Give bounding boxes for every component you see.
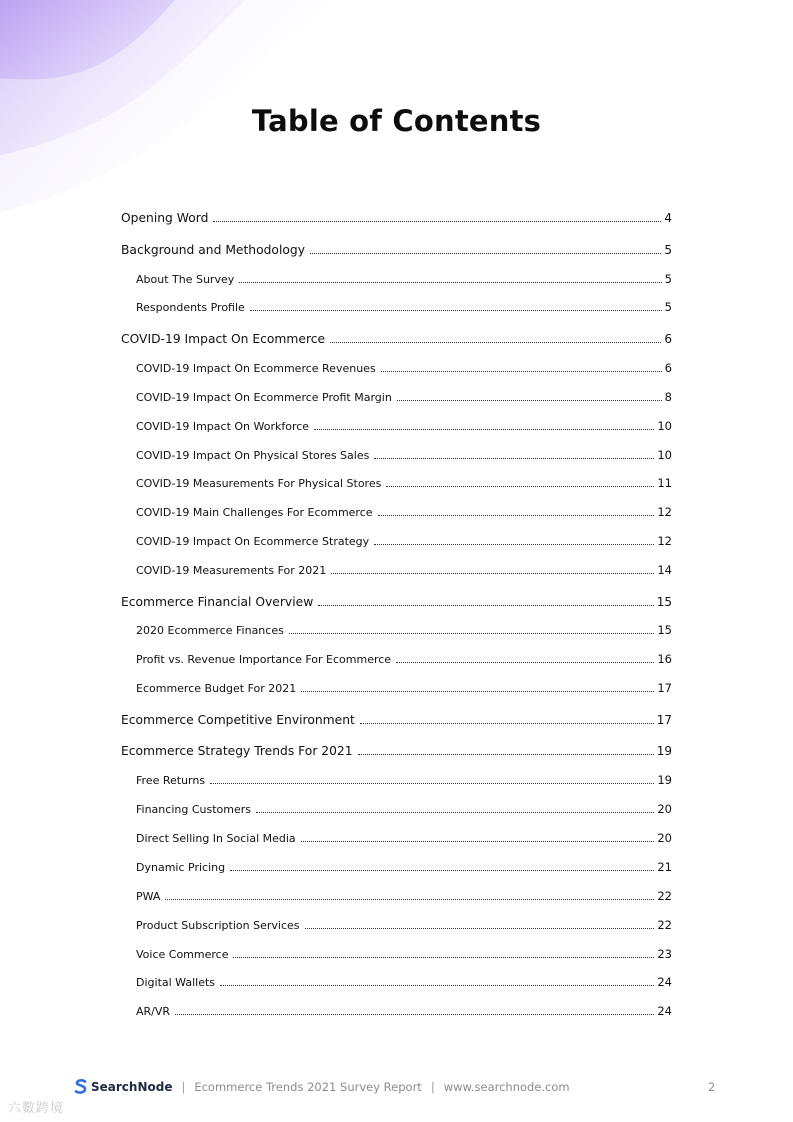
toc-subentry[interactable] — [136, 646, 672, 666]
toc-subentry[interactable] — [136, 499, 672, 519]
dot-leader — [310, 253, 661, 254]
toc-entry-page: 11 — [657, 476, 672, 490]
dot-leader — [358, 754, 654, 755]
toc-subentry[interactable] — [136, 825, 672, 845]
toc-subentry[interactable] — [136, 912, 672, 932]
footer-separator: | — [430, 1080, 435, 1094]
toc-subentry[interactable] — [136, 675, 672, 695]
toc-entry[interactable] — [121, 707, 672, 727]
toc-subentry[interactable] — [136, 470, 672, 490]
dot-leader — [305, 928, 655, 929]
toc-subentry[interactable] — [136, 355, 672, 375]
toc-entry-label: Direct Selling In Social Media — [136, 832, 296, 845]
toc-subentry[interactable] — [136, 998, 672, 1018]
toc-entry[interactable] — [121, 205, 672, 225]
toc-entry-page: 20 — [657, 831, 672, 845]
dot-leader — [386, 486, 654, 487]
searchnode-logo-icon — [74, 1079, 88, 1095]
dot-leader — [175, 1014, 654, 1015]
toc-entry-page: 17 — [656, 713, 672, 727]
toc-entry-page: 19 — [656, 744, 672, 758]
toc-entry-page: 15 — [657, 623, 672, 637]
toc-entry[interactable] — [121, 589, 672, 609]
toc-entry-label: Voice Commerce — [136, 948, 229, 961]
toc-entry-label: Ecommerce Strategy Trends For 2021 — [121, 744, 353, 758]
toc-subentry[interactable] — [136, 767, 672, 787]
toc-subentry[interactable] — [136, 854, 672, 874]
toc-entry-page: 15 — [656, 595, 672, 609]
toc-entry[interactable] — [121, 326, 672, 346]
dot-leader — [239, 282, 661, 283]
toc-entry-page: 6 — [664, 332, 672, 346]
toc-entry-label: COVID-19 Main Challenges For Ecommerce — [136, 506, 373, 519]
report-title: Ecommerce Trends 2021 Survey Report — [194, 1080, 422, 1094]
toc-entry-label: COVID-19 Measurements For Physical Stores — [136, 477, 382, 490]
dot-leader — [318, 605, 653, 606]
toc-entry-label: Product Subscription Services — [136, 919, 300, 932]
page-title: Table of Contents — [251, 104, 542, 138]
toc-entry-page: 20 — [657, 802, 672, 816]
toc-entry-page: 22 — [657, 889, 672, 903]
toc-entry-label: PWA — [136, 890, 161, 903]
toc-entry-label: Profit vs. Revenue Importance For Ecommerce — [136, 653, 392, 666]
dot-leader — [360, 723, 654, 724]
toc-entry-label: COVID-19 Impact On Ecommerce Profit Margin — [136, 391, 392, 404]
toc-entry-label: AR/VR — [136, 1005, 171, 1018]
dot-leader — [397, 400, 662, 401]
toc-entry-label: COVID-19 Measurements For 2021 — [136, 564, 327, 577]
toc-entry[interactable] — [121, 738, 672, 758]
dot-leader — [233, 957, 654, 958]
dot-leader — [331, 573, 654, 574]
watermark: 六數跨境 — [8, 1101, 65, 1116]
toc-subentry[interactable] — [136, 617, 672, 637]
page-footer — [74, 1078, 570, 1096]
toc-entry-page: 23 — [657, 947, 672, 961]
toc-subentry[interactable] — [136, 969, 672, 989]
toc-entry-label: Free Returns — [136, 774, 206, 787]
toc-subentry[interactable] — [136, 266, 672, 286]
toc-entry-page: 21 — [657, 860, 672, 874]
toc-entry-label: COVID-19 Impact On Ecommerce — [121, 332, 326, 346]
toc-entry-label: Ecommerce Competitive Environment — [121, 713, 355, 727]
toc-entry-page: 16 — [657, 652, 672, 666]
toc-entry-page: 12 — [657, 505, 672, 519]
toc-entry-label: Opening Word — [121, 211, 209, 225]
dot-leader — [210, 783, 654, 784]
toc-subentry[interactable] — [136, 941, 672, 961]
dot-leader — [314, 429, 654, 430]
toc-entry-page: 12 — [657, 534, 672, 548]
dot-leader — [374, 544, 654, 545]
dot-leader — [213, 221, 661, 222]
toc-entry-page: 10 — [657, 419, 672, 433]
toc-entry-page: 17 — [657, 681, 672, 695]
dot-leader — [378, 515, 655, 516]
footer-separator: | — [181, 1080, 186, 1094]
toc-entry-page: 24 — [657, 1004, 672, 1018]
toc-entry-label: COVID-19 Impact On Ecommerce Strategy — [136, 535, 370, 548]
toc-entry-page: 4 — [664, 211, 672, 225]
toc-subentry[interactable] — [136, 528, 672, 548]
toc-entry-label: Ecommerce Financial Overview — [121, 595, 314, 609]
toc-subentry[interactable] — [136, 796, 672, 816]
website-link[interactable]: www.searchnode.com — [443, 1080, 570, 1094]
toc-entry-label: About The Survey — [136, 273, 235, 286]
toc-subentry[interactable] — [136, 384, 672, 404]
toc-entry-page: 22 — [657, 918, 672, 932]
toc-entry-label: Digital Wallets — [136, 976, 216, 989]
dot-leader — [165, 899, 654, 900]
dot-leader — [220, 985, 654, 986]
toc-entry-label: Financing Customers — [136, 803, 251, 816]
dot-leader — [374, 458, 654, 459]
toc-entry-label: COVID-19 Impact On Physical Stores Sales — [136, 449, 370, 462]
toc-entry-label: Respondents Profile — [136, 301, 245, 314]
dot-leader — [301, 841, 655, 842]
toc-entry-page: 8 — [664, 390, 672, 404]
toc-entry-label: Ecommerce Budget For 2021 — [136, 682, 297, 695]
toc-entry-page: 6 — [664, 361, 672, 375]
dot-leader — [301, 691, 654, 692]
brand-name: SearchNode — [91, 1080, 173, 1094]
dot-leader — [256, 812, 654, 813]
toc-entry-label: Background and Methodology — [121, 243, 305, 257]
toc-entry-label: COVID-19 Impact On Ecommerce Revenues — [136, 362, 376, 375]
dot-leader — [289, 633, 655, 634]
toc-entry-page: 14 — [657, 563, 672, 577]
dot-leader — [381, 371, 662, 372]
toc-entry-label: 2020 Ecommerce Finances — [136, 624, 284, 637]
toc-subentry[interactable] — [136, 883, 672, 903]
toc-entry-page: 5 — [664, 272, 672, 286]
dot-leader — [230, 870, 654, 871]
toc-subentry[interactable] — [136, 294, 672, 314]
toc-entry-page: 10 — [657, 448, 672, 462]
toc-entry-label: COVID-19 Impact On Workforce — [136, 420, 310, 433]
toc-subentry[interactable] — [136, 413, 672, 433]
toc-entry-page: 5 — [664, 243, 672, 257]
toc-subentry[interactable] — [136, 442, 672, 462]
toc-entry-page: 19 — [657, 773, 672, 787]
toc-entry-page: 5 — [664, 300, 672, 314]
dot-leader — [330, 342, 661, 343]
dot-leader — [250, 310, 662, 311]
toc-subentry[interactable] — [136, 557, 672, 577]
toc-entry-page: 24 — [657, 975, 672, 989]
dot-leader — [396, 662, 654, 663]
toc-entry-label: Dynamic Pricing — [136, 861, 226, 874]
page-number: 2 — [708, 1080, 716, 1094]
toc-entry[interactable] — [121, 237, 672, 257]
